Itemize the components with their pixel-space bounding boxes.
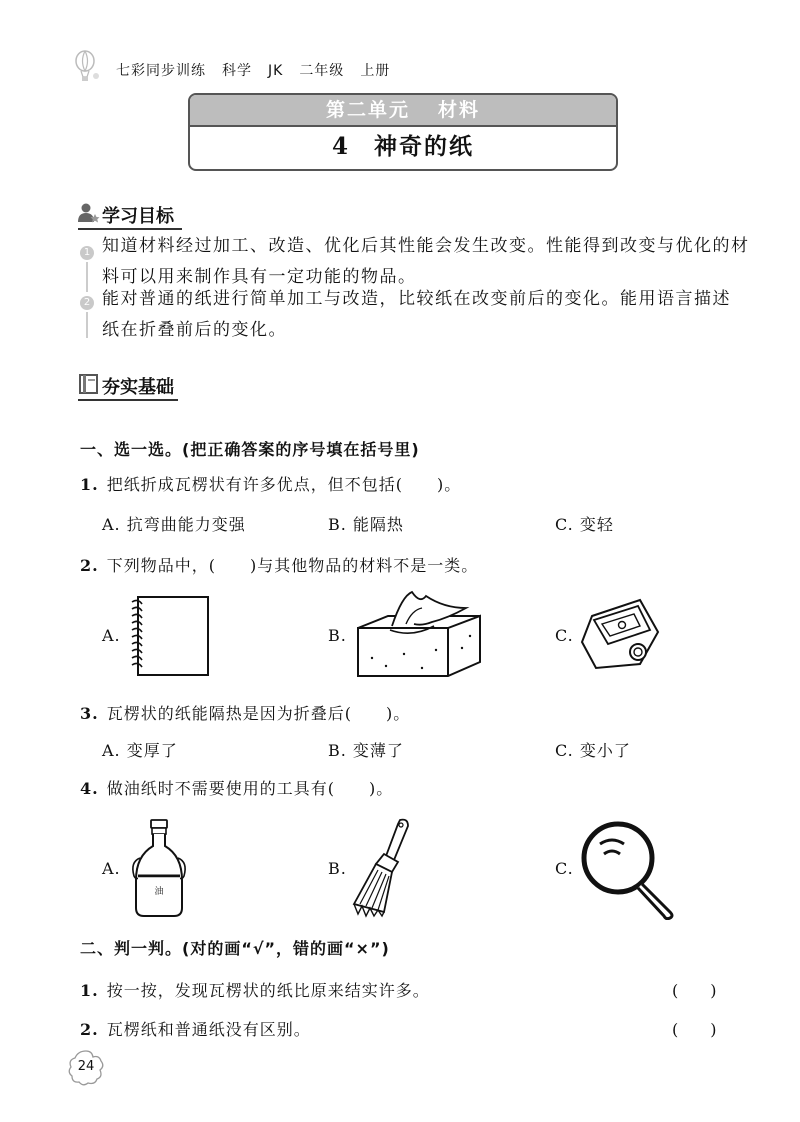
objective-divider [86,262,88,292]
header-series [116,60,406,80]
option-b[interactable]: B. 变薄了 [328,741,404,760]
question-number: 1. [80,475,99,494]
judge-question-2 [80,1017,311,1040]
question-text: 按一按，发现瓦楞状的纸比原来结实许多。 [106,981,430,1000]
option-a[interactable]: A. [102,626,121,645]
option-b[interactable]: B. 能隔热 [328,515,404,534]
book-icon [78,373,100,395]
objective-line: 纸在折叠前后的变化。 [102,320,287,340]
question-text: 把纸折成瓦楞状有许多优点，但不包括( )。 [106,475,462,494]
unit-label: 第二单元 [325,99,410,121]
question-3 [80,701,410,724]
answer-blank[interactable]: ( ) [672,1020,717,1039]
pencil-sharpener-icon [578,594,662,674]
oil-bottle-icon [128,818,190,920]
question-text: 下列物品中，( )与其他物品的材料不是一类。 [106,556,479,575]
header-item: 七彩同步训练 [116,63,206,79]
lesson-number: 4 [331,133,350,160]
answer-blank[interactable]: ( ) [672,981,717,1000]
option-a[interactable]: A. [102,859,121,878]
student-icon [78,202,100,224]
question-number: 1. [80,981,99,1000]
header-item: 上册 [360,63,391,79]
question-text: 瓦楞状的纸能隔热是因为折叠后( )。 [106,704,411,723]
brush-icon [348,816,414,920]
objective-index: 1 [80,246,94,260]
basics-title: 夯实基础 [102,377,174,398]
objective-line: 能对普通的纸进行简单加工与改造，比较纸在改变前后的变化。能用语言描述 [102,289,731,309]
header-item: 科学 [222,63,252,79]
objectives-title: 学习目标 [102,206,174,227]
part1-heading: 一、选一选。(把正确答案的序号填在括号里) [80,440,420,459]
lesson-name: 神奇的纸 [374,133,474,160]
objective-line: 料可以用来制作具有一定功能的物品。 [102,267,417,287]
header-item: JK [268,63,284,79]
magnifier-icon [578,818,682,920]
question-text: 做油纸时不需要使用的工具有( )。 [106,779,394,798]
question-number: 2. [80,1020,99,1039]
objective-line: 知道材料经过加工、改造、优化后其性能会发生改变。性能得到改变与优化的材 [102,236,750,256]
page-number: 24 [77,1059,95,1074]
option-b[interactable]: B. [328,626,347,645]
page-number-badge [66,1048,106,1088]
unit-banner [188,93,618,171]
balloon-logo-icon [74,50,100,84]
option-a[interactable]: A. 变厚了 [102,741,178,760]
option-c[interactable]: C. [555,859,574,878]
part2-heading: 二、判一判。(对的画“√”，错的画“×”) [80,939,390,958]
option-a[interactable]: A. 抗弯曲能力变强 [102,515,246,534]
question-number: 4. [80,779,99,798]
option-b[interactable]: B. [328,859,347,878]
option-c[interactable]: C. [555,626,574,645]
basics-underline [78,399,178,401]
question-number: 2. [80,556,99,575]
option-c[interactable]: C. 变小了 [555,741,631,760]
question-text: 瓦楞纸和普通纸没有区别。 [106,1020,311,1039]
unit-title: 材料 [438,99,481,121]
question-number: 3. [80,704,99,723]
tissue-box-icon [352,588,486,684]
judge-question-1 [80,978,430,1001]
unit-heading [190,95,616,127]
question-1 [80,472,461,495]
lesson-title [190,127,616,167]
notebook-icon [128,594,212,678]
question-2 [80,553,478,576]
objective-index: 2 [80,296,94,310]
objectives-underline [78,228,182,230]
option-c[interactable]: C. 变轻 [555,515,614,534]
question-4 [80,776,393,799]
bottle-label: 油 [154,887,164,897]
header-item: 二年级 [299,63,345,79]
objective-divider [86,312,88,338]
